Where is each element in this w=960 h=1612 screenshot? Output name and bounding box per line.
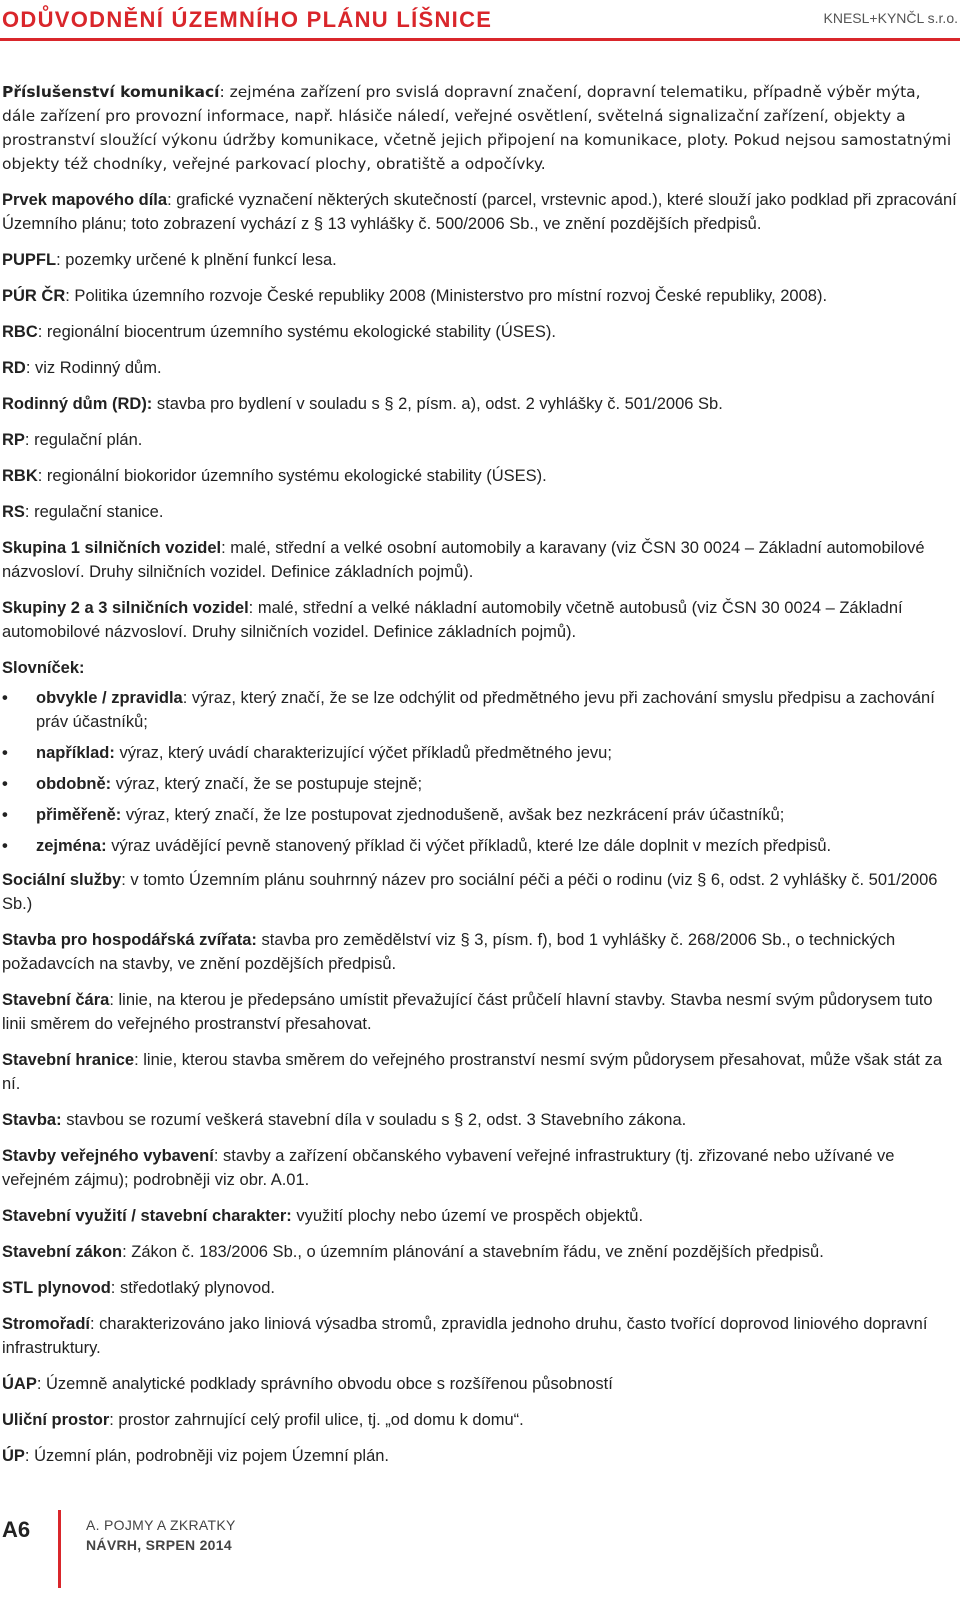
list-item <box>2 686 957 734</box>
glossary-list <box>2 686 957 858</box>
glossary-definition: výraz, který uvádí charakterizující výčet příkladů předmětného jevu; <box>114 744 612 762</box>
entry-definition: : zejména zařízení pro svislá dopravní značení, dopravní telematiku, případně výběr mýta, dále zařízení pro provozní informace, např. hlásiče náledí, veřejné osvětlení, světelná signalizační zařízení, objekty a prostranství sloužící výkonu údržby komunikace, včetně jejich připojení na komunikace, ploty. Pokud nejsou samostatnými objekty též chodníky, veřejné parkovací plochy, obratiště a odpočívky. <box>2 83 952 173</box>
entry-definition: stavba pro bydlení v souladu s § 2, písm. a), odst. 2 vyhlášky č. 501/2006 Sb. <box>152 395 723 413</box>
glossary-definition: výraz uvádějící pevně stanovený příklad či výčet příkladů, které lze dále doplnit v mezích předpisů. <box>106 837 832 855</box>
entry-term: Stromořadí <box>2 1315 91 1333</box>
entry-term: Prvek mapového díla <box>2 191 168 209</box>
definition-entry <box>2 988 957 1036</box>
definition-entry <box>2 1240 957 1264</box>
entry-definition: : linie, na kterou je předepsáno umístit převažující část průčelí hlavní stavby. Stavba nesmí svým půdorysem tuto linii směrem do veřejného prostranství přesahovat. <box>2 991 933 1033</box>
document-title: ODŮVODNĚNÍ ÚZEMNÍHO PLÁNU LÍŠNICE <box>2 7 493 32</box>
definition-entry <box>2 536 957 584</box>
list-item <box>2 803 957 827</box>
entry-definition: : středotlaký plynovod. <box>110 1279 275 1297</box>
entry-term: RBK <box>2 467 38 485</box>
entry-term: Skupina 1 silničních vozidel <box>2 539 222 557</box>
entry-definition: : regulační stanice. <box>24 503 164 521</box>
entry-definition: : malé, střední a velké nákladní automobily včetně autobusů (viz ČSN 30 0024 – Základní automobilové názvosloví. Druhy silničních vozidel. Definice základních pojmů). <box>2 599 903 641</box>
entry-definition: : stavby a zařízení občanského vybavení veřejné infrastruktury (tj. zřizované nebo užívané ve veřejném zájmu); podrobněji viz obr. A.01. <box>2 1147 895 1189</box>
glossary-term: zejména: <box>36 837 107 855</box>
glossary-heading: Slovníček: <box>2 659 85 677</box>
definition-entry <box>2 428 957 452</box>
entry-definition: : regionální biocentrum územního systému ekologické stability (ÚSES). <box>37 323 556 341</box>
entry-term: Stavba pro hospodářská zvířata: <box>2 931 257 949</box>
footer-section-title: A. POJMY A ZKRATKY <box>86 1517 236 1533</box>
entry-term: RS <box>2 503 25 521</box>
definition-entry <box>2 596 957 644</box>
definition-entry <box>2 1144 957 1192</box>
entry-definition: : charakterizováno jako liniová výsadba stromů, zpravidla jednoho druhu, často tvořící doprovod liniového dopravní infrastruktury. <box>2 1315 928 1357</box>
entry-definition: stavba pro zemědělství viz § 3, písm. f), bod 1 vyhlášky č. 268/2006 Sb., o technických požadavcích na stavby, ve znění pozdějších předpisů. <box>2 931 896 973</box>
definition-entry <box>2 188 957 236</box>
entry-term: STL plynovod <box>2 1279 111 1297</box>
definition-entry <box>2 1276 957 1300</box>
definition-entry <box>2 284 957 308</box>
entry-term: RP <box>2 431 25 449</box>
definition-entry <box>2 928 957 976</box>
entry-term: Sociální služby <box>2 871 122 889</box>
definition-entry <box>2 1372 957 1396</box>
definition-entry <box>2 248 957 272</box>
entry-definition: : Politika územního rozvoje České republiky 2008 (Ministerstvo pro místní rozvoj České republiky, 2008). <box>65 287 828 305</box>
company-name: KNESL+KYNČL s.r.o. <box>823 10 958 26</box>
entry-term: RD <box>2 359 26 377</box>
entry-definition: : regionální biokoridor územního systému ekologické stability (ÚSES). <box>37 467 547 485</box>
definition-entry <box>2 1312 957 1360</box>
footer-status: NÁVRH, SRPEN 2014 <box>86 1537 232 1553</box>
footer-divider <box>58 1510 61 1588</box>
definition-entry <box>2 320 957 344</box>
glossary-definition: výraz, který značí, že se postupuje stejně; <box>111 775 423 793</box>
entry-definition: : linie, kterou stavba směrem do veřejného prostranství nesmí svým půdorysem přesahovat, může však stát za ní. <box>2 1051 942 1093</box>
definition-entry <box>2 1048 957 1096</box>
list-item <box>2 772 957 796</box>
glossary-term: přiměřeně: <box>36 806 122 824</box>
entry-definition: stavbou se rozumí veškerá stavební díla v souladu s § 2, odst. 3 Stavebního zákona. <box>61 1111 687 1129</box>
entry-term: RBC <box>2 323 38 341</box>
glossary-term: obvykle / zpravidla <box>36 689 183 707</box>
definition-entry <box>2 1204 957 1228</box>
entry-term: Stavební zákon <box>2 1243 123 1261</box>
entry-term: Skupiny 2 a 3 silničních vozidel <box>2 599 249 617</box>
definition-entry <box>2 392 957 416</box>
list-item <box>2 834 957 858</box>
definition-entry <box>2 1444 957 1468</box>
definition-entry <box>2 464 957 488</box>
header-divider <box>0 38 960 41</box>
glossary-term: obdobně: <box>36 775 112 793</box>
entry-term: PÚR ČR <box>2 287 66 305</box>
entry-definition: : Zákon č. 183/2006 Sb., o územním plánování a stavebním řádu, ve znění pozdějších předpisů. <box>122 1243 824 1261</box>
bullet-icon: • <box>2 744 8 762</box>
list-item <box>2 741 957 765</box>
entry-term: Stavební využití / stavební charakter: <box>2 1207 292 1225</box>
definition-entry <box>2 868 957 916</box>
definition-entry <box>2 1408 957 1432</box>
entry-term: PUPFL <box>2 251 57 269</box>
definition-entry <box>2 1108 957 1132</box>
entry-definition: : prostor zahrnující celý profil ulice, tj. „od domu k domu“. <box>109 1411 524 1429</box>
page-number: A6 <box>2 1517 31 1542</box>
entry-definition: : regulační plán. <box>24 431 143 449</box>
entry-term: Uliční prostor <box>2 1411 110 1429</box>
page-footer <box>0 1492 960 1612</box>
glossary-definition: : výraz, který značí, že se lze odchýlit od předmětného jevu při zachování smyslu předpisu a zachování práv účastníků; <box>36 689 935 731</box>
entry-term: Stavba: <box>2 1111 62 1129</box>
bullet-icon: • <box>2 689 8 707</box>
bullet-icon: • <box>2 837 8 855</box>
definition-entry <box>2 356 957 380</box>
bullet-icon: • <box>2 806 8 824</box>
entry-definition: : malé, střední a velké osobní automobily a karavany (viz ČSN 30 0024 – Základní automobilové názvosloví. Druhy silničních vozidel. Definice základních pojmů). <box>2 539 925 581</box>
entry-term: ÚP <box>2 1447 25 1465</box>
entry-term: Stavební čára <box>2 991 110 1009</box>
glossary-definition: výraz, který značí, že lze postupovat zjednodušeně, avšak bez nezkrácení práv účastníků; <box>121 806 785 824</box>
glossary-term: například: <box>36 744 115 762</box>
entry-term: Rodinný dům (RD): <box>2 395 153 413</box>
entry-term: Příslušenství komunikací <box>2 83 220 101</box>
entry-definition: : Územní plán, podrobněji viz pojem Územní plán. <box>24 1447 390 1465</box>
definition-entry <box>2 80 957 176</box>
entry-definition: : Územně analytické podklady správního obvodu obce s rozšířenou působností <box>36 1375 613 1393</box>
bullet-icon: • <box>2 775 8 793</box>
main-content <box>2 80 957 1480</box>
page-header <box>0 0 960 44</box>
entry-definition: : pozemky určené k plnění funkcí lesa. <box>56 251 337 269</box>
entry-definition: využití plochy nebo území ve prospěch objektů. <box>291 1207 644 1225</box>
entry-definition: : viz Rodinný dům. <box>25 359 162 377</box>
entry-term: ÚAP <box>2 1375 37 1393</box>
definition-entry <box>2 500 957 524</box>
entry-term: Stavby veřejného vybavení <box>2 1147 214 1165</box>
entry-definition: : grafické vyznačení některých skutečností (parcel, vrstevnic apod.), které slouží jako podklad při zpracování Územního plánu; toto zobrazení vychází z § 13 vyhlášky č. 500/2006 Sb., ve znění pozdějších předpisů. <box>2 191 957 233</box>
entry-definition: : v tomto Územním plánu souhrnný název pro sociální péči a péči o rodinu (viz § 6, odst. 2 vyhlášky č. 501/2006 Sb.) <box>2 871 938 913</box>
entry-term: Stavební hranice <box>2 1051 135 1069</box>
